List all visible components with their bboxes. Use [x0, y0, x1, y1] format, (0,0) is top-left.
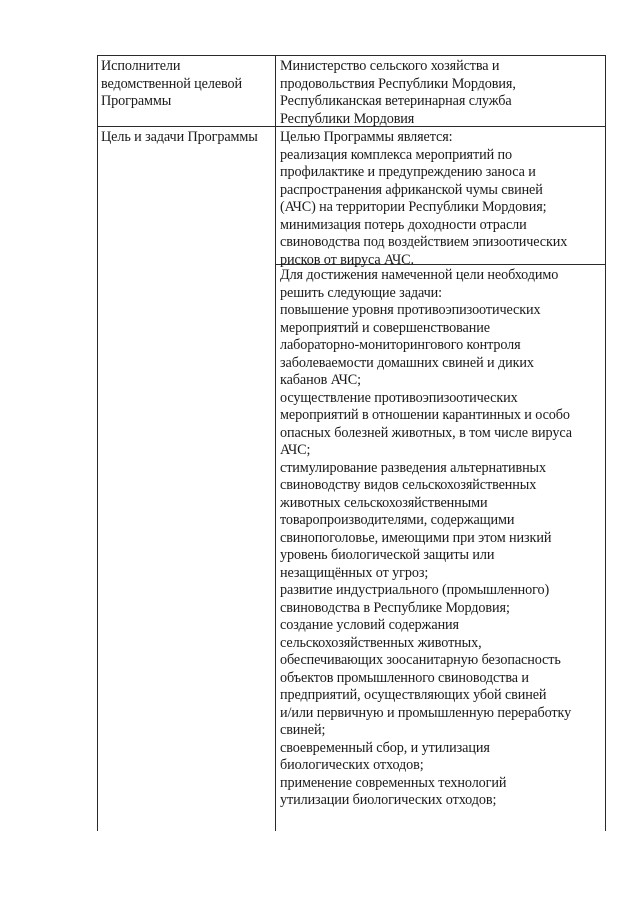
executors-label: Исполнители ведомственной целевой Программы: [101, 58, 243, 109]
program-goal-text: Целью Программы является: реализация комплекса мероприятий по профилактике и предупреждению заноса и распространения африканской чумы свиней (АЧС) на территории Республики Мордовия; минимизация потерь доходности отрасли свиноводства под воздействием эпизоотических рисков от вируса АЧС.: [280, 129, 568, 268]
program-tasks-text: Для достижения намеченной цели необходимо решить следующие задачи: повышение уровня противоэпизоотических мероприятий и совершенствование лабораторно-мониторингового контроля заболеваемости домашних свиней и диких кабанов АЧС; осуществление противоэпизоотических мероприятий в отношении карантинных и особо опасных болезней животных, в том числе вируса АЧС; стимулирование разведения альтернативных свиноводству видов сельскохозяйственных животных сельскохозяйственными товаропроизводителями, содержащими свинопоголовье, имеющими при этом низкий уровень биологической защиты или незащищённых от угроз; развитие индустриального (промышленного) свиноводства в Республике Мордовия; создание условий содержания сельскохозяйственных животных, обеспечивающих зоосанитарную безопасность объектов промышленного свиноводства и предприятий, осуществляющих убой свиней и/или первичную и промышленную переработку свиней; своевременный сбор, и утилизация биологических отходов; применение современных технологий утилизации биологических отходов;: [280, 267, 572, 808]
executors-value: Министерство сельского хозяйства и продовольствия Республики Мордовия, Республиканская ветеринарная служба Республики Мордовия: [280, 58, 516, 127]
table-left-border: [97, 55, 98, 831]
table-column-divider: [275, 55, 276, 831]
table-right-border: [605, 55, 606, 831]
program-table: [97, 55, 606, 831]
goals-tasks-label: Цель и задачи Программы: [101, 129, 258, 145]
table-top-border: [97, 55, 606, 56]
